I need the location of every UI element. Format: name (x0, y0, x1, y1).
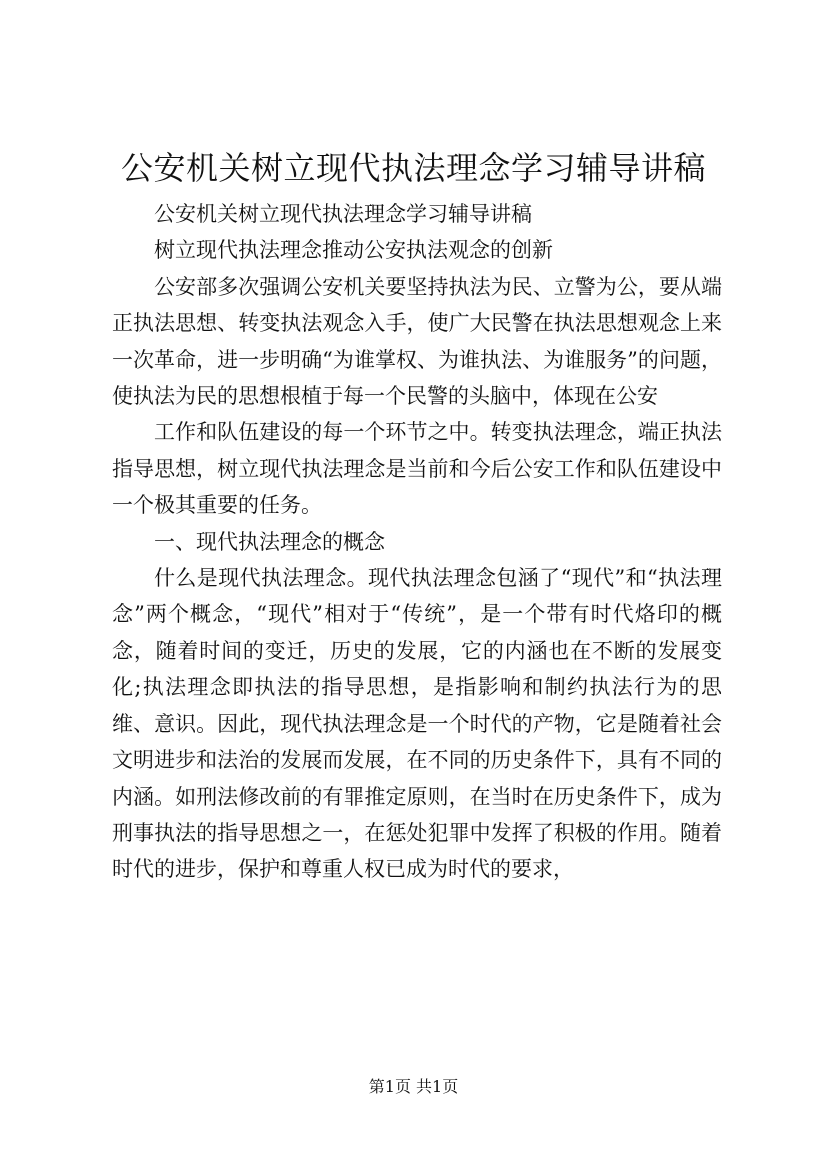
paragraph: 公安部多次强调公安机关要坚持执法为民、立警为公，要从端正执法思想、转变执法观念入手，使广大民警在执法思想观念上来一次革命，进一步明确“为谁掌权、为谁执法、为谁服务”的问题，使执法为民的思想根植于每一个民警的头脑中，体现在公安 (112, 274, 722, 409)
paragraph: 工作和队伍建设的每一个环节之中。转变执法理念，端正执法指导思想，树立现代执法理念是当前和今后公安工作和队伍建设中一个极其重要的任务。 (112, 420, 722, 518)
paragraph-theme: 树立现代执法理念推动公安执法观念的创新 (154, 238, 553, 263)
document-body (112, 196, 722, 888)
document-title: 公安机关树立现代执法理念学习辅导讲稿 (120, 149, 706, 187)
paragraph: 什么是现代执法理念。现代执法理念包涵了“现代”和“执法理念”两个概念，“现代”相对于“传统”，是一个带有时代烙印的概念，随着时间的变迁，历史的发展，它的内涵也在不断的发展变化;执法理念即执法的指导思想，是指影响和制约执法行为的思维、意识。因此，现代执法理念是一个时代的产物，它是随着社会文明进步和法治的发展而发展，在不同的历史条件下，具有不同的内涵。如刑法修改前的有罪推定原则，在当时在历史条件下，成为刑事执法的指导思想之一，在惩处犯罪中发挥了积极的作用。随着时代的进步，保护和尊重人权已成为时代的要求， (112, 566, 722, 882)
section-heading: 一、现代执法理念的概念 (154, 529, 385, 554)
page-number-footer: 第1页 共1页 (368, 1077, 459, 1096)
paragraph-subtitle: 公安机关树立现代执法理念学习辅导讲稿 (154, 202, 532, 226)
